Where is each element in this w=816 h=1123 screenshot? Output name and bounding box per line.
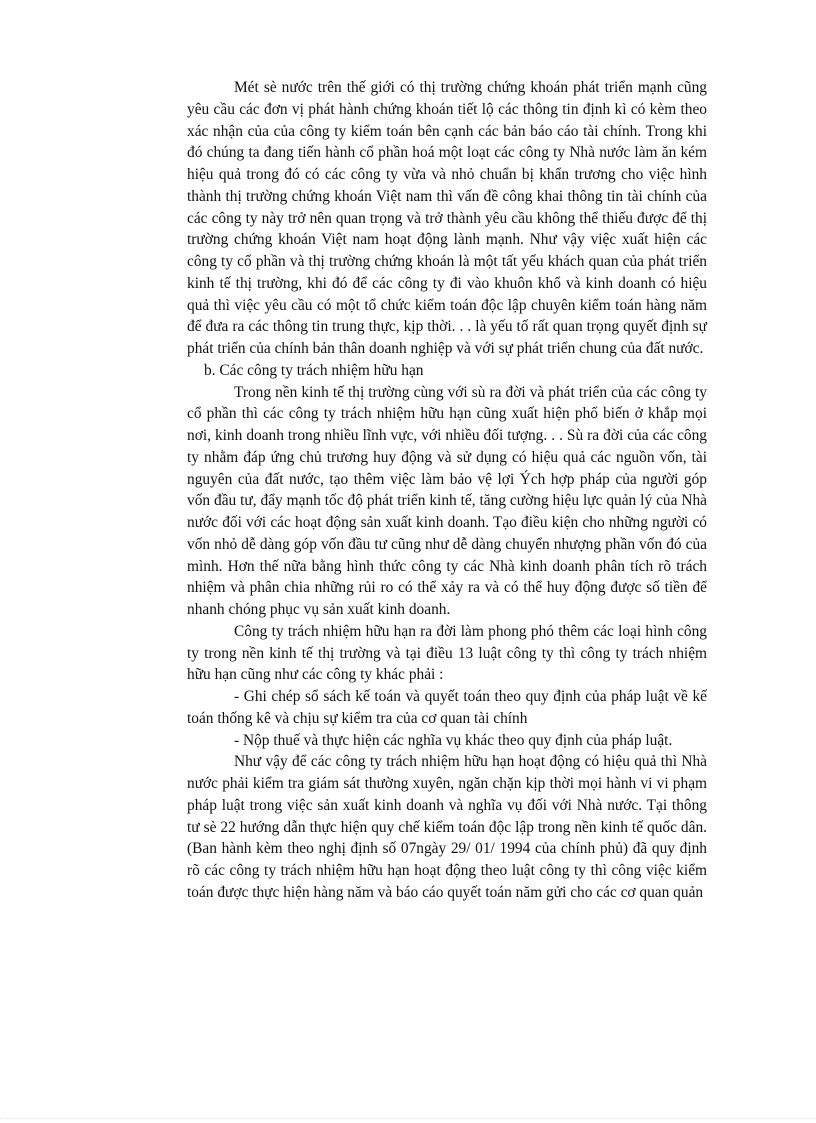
list-item-accounting: - Ghi chép sổ sách kế toán và quyết toán theo quy định của pháp luật về kế toán thống kê và chịu sự kiểm tra của cơ quan tài chính [187,688,707,727]
paragraph-llc-emergence: Trong nền kinh tế thị trường cùng với sù ra đời và phát triển của các công ty cổ phần thì các công ty trách nhiệm hữu hạn cũng xuất hiện phổ biến ở khắp mọi nơi, kinh doanh trong nhiều lĩnh vực, với nhiều đối tượng. . . Sù ra đời của các công ty nhằm đáp ứng chủ trương huy động và sử dụng có hiệu quả các nguồn vốn, tài nguyên của đất nước, tạo thêm việc làm bảo vệ lợi Ých hợp pháp của người góp vốn đầu tư, đẩy mạnh tốc độ phát triển kinh tế, tăng cường hiệu lực quản lý của Nhà nước đối với các hoạt động sản xuất kinh doanh. Tạo điều kiện cho những người có vốn nhỏ dễ dàng góp vốn đầu tư cũng như dễ dàng chuyển nhượng phần vốn đó của mình. Hơn thế nữa bằng hình thức công ty các Nhà kinh doanh phân tích rõ trách nhiệm và phân chia những rủi ro có thể xảy ra và có thể huy động được số tiền để nhanh chóng phục vụ sản xuất kinh doanh. [187,383,707,618]
paragraph-state-supervision: Như vậy để các công ty trách nhiệm hữu hạn hoạt động có hiệu quả thì Nhà nước phải kiểm tra giám sát thường xuyên, ngăn chặn kịp thời mọi hành vi vi phạm pháp luật trong việc sản xuất kinh doanh và nghĩa vụ đối với Nhà nước. Tại thông tư sè 22 hướng dẫn thực hiện quy chế kiểm toán độc lập trong nền kinh tế quốc dân. (Ban hành kèm theo nghị định số 07ngày 29/ 01/ 1994 của chính phủ) đã quy định rõ các công ty trách nhiệm hữu hạn hoạt động theo luật công ty thì công việc kiểm toán được thực hiện hàng năm và báo cáo quyết toán năm gửi cho các cơ quan quản [187,753,707,901]
document-body [187,77,707,904]
page-bottom-divider [0,1118,816,1119]
section-heading-llc: b. Các công ty trách nhiệm hữu hạn [204,361,424,379]
list-item-taxes: - Nộp thuế và thực hiện các nghĩa vụ khác theo quy định của pháp luật. [234,731,673,749]
paragraph-public-disclosure: Mét sè nước trên thế giới có thị trường chứng khoán phát triển mạnh cũng yêu cầu các đơn vị phát hành chứng khoán tiết lộ các thông tin định kì có kèm theo xác nhận của của công ty kiểm toán bên cạnh các bản báo cáo tài chính. Trong khi đó chúng ta đang tiến hành cổ phần hoá một loạt các công ty Nhà nước làm ăn kém hiệu quả trong đó có các công ty vừa và nhỏ chuẩn bị khẩn trương cho việc hình thành thị trường chứng khoán Việt nam thì vấn đề công khai thông tin tài chính của các công ty này trở nên quan trọng và trở thành yêu cầu không thể thiếu được để thị trường chứng khoán Việt nam hoạt động lành mạnh. Như vậy việc xuất hiện các công ty cổ phần và thị trường chứng khoán là một tất yếu khách quan của phát triển kinh tế thị trường, khi đó để các công ty đi vào khuôn khổ và kinh doanh có hiệu quả thì việc yêu cầu có một tổ chức kiểm toán độc lập chuyên kiểm toán hàng năm để đưa ra các thông tin trung thực, kịp thời. . . là yếu tố rất quan trọng quyết định sự phát triển của chính bản thân doanh nghiệp và với sự phát triển chung của đất nước. [187,79,707,357]
paragraph-llc-obligations-intro: Công ty trách nhiệm hữu hạn ra đời làm phong phó thêm các loại hình công ty trong nền kinh tế thị trường và tại điều 13 luật công ty thì công ty trách nhiệm hữu hạn cũng như các công ty khác phải : [187,622,707,684]
